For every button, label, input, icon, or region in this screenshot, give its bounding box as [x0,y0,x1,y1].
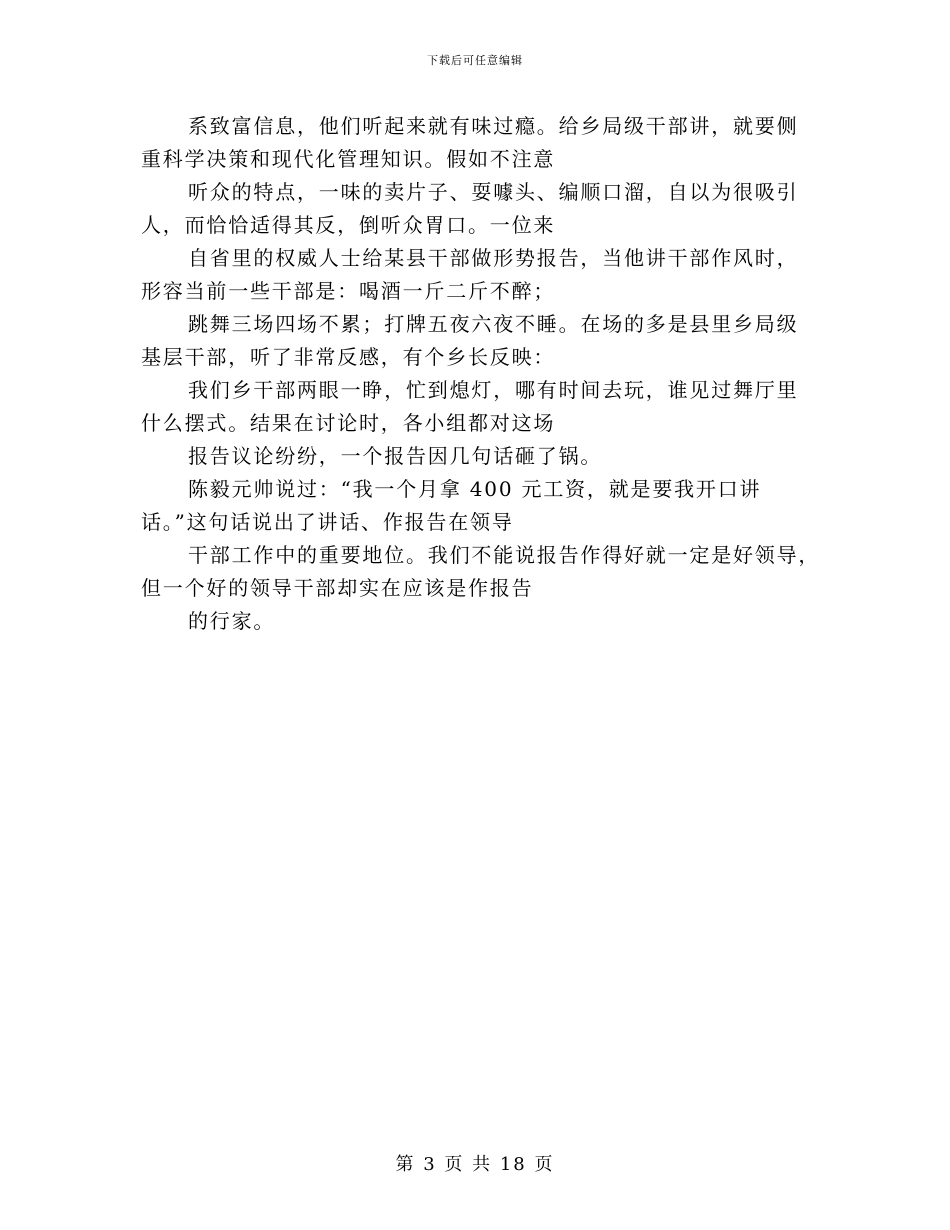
paragraph-line: 我们乡干部两眼一睁，忙到熄灯，哪有时间去玩，谁见过舞厅里 [188,378,799,402]
document-body [141,110,821,638]
paragraph-line: 跳舞三场四场不累；打牌五夜六夜不睡。在场的多是县里乡局级 [188,312,799,336]
paragraph-8 [141,539,821,605]
paragraph-line: 基层干部，听了非常反感，有个乡长反映： [141,345,556,369]
paragraph-6 [141,440,821,473]
paragraph-7 [141,473,821,539]
paragraph-line: 听众的特点，一味的卖片子、耍噱头、编顺口溜，自以为很吸引 [188,180,799,204]
paragraph-3 [141,242,821,308]
paragraph-line: 话。”这句话说出了讲话、作报告在领导 [141,510,514,534]
paragraph-2 [141,176,821,242]
paragraph-9 [141,605,821,638]
paragraph-5 [141,374,821,440]
paragraph-line: 但一个好的领导干部却实在应该是作报告 [141,576,534,600]
page-number-footer: 第 3 页 共 18 页 [395,1154,555,1175]
paragraph-line: 重科学决策和现代化管理知识。假如不注意 [141,147,556,171]
paragraph-line: 人，而恰恰适得其反，倒听众胃口。一位来 [141,213,556,237]
paragraph-line: 陈毅元帅说过：“我一个月拿 400 元工资，就是要我开口讲 [188,477,762,501]
paragraph-4 [141,308,821,374]
paragraph-line: 系致富信息，他们听起来就有味过瘾。给乡局级干部讲，就要侧 [188,114,799,138]
paragraph-1 [141,110,821,176]
paragraph-line: 干部工作中的重要地位。我们不能说报告作得好就一定是好领导， [188,543,821,567]
paragraph-line: 什么摆式。结果在讨论时，各小组都对这场 [141,411,556,435]
paragraph-line: 报告议论纷纷，一个报告因几句话砸了锅。 [188,444,603,468]
paragraph-line: 形容当前一些干部是：喝酒一斤二斤不醉； [141,279,556,303]
paragraph-line: 的行家。 [188,609,276,633]
paragraph-line: 自省里的权威人士给某县干部做形势报告，当他讲干部作风时， [188,246,799,270]
page-header: 下载后可任意编辑 [427,54,523,67]
